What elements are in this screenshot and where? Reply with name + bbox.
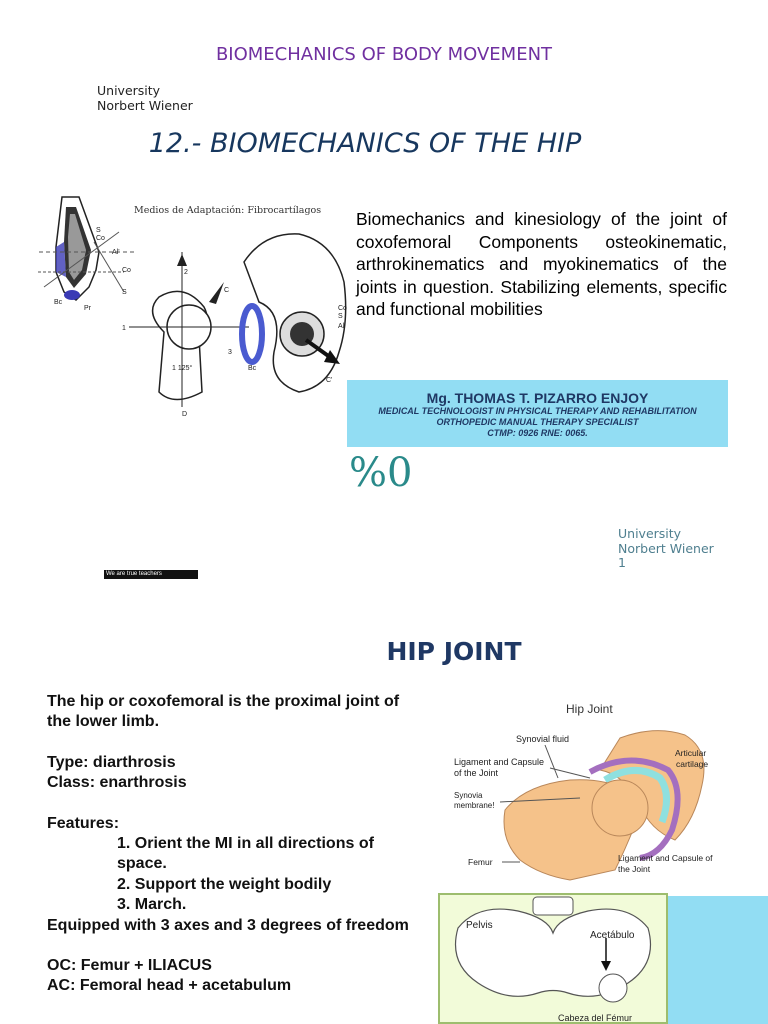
- footer-university-line1: University: [618, 526, 682, 541]
- university-name-top: [97, 83, 193, 113]
- hip-oc: OC: Femur + ILIACUS: [47, 957, 212, 975]
- university-footer: [618, 527, 714, 571]
- fig1-label-s1: S: [96, 227, 101, 234]
- fig1-label-bc2: Bc: [248, 365, 257, 372]
- feature-item: 2. Support the weight bodily: [117, 875, 332, 893]
- chapter-title: 12.- BIOMECHANICS OF THE HIP: [148, 128, 582, 159]
- fig1-label-d: D: [182, 411, 188, 418]
- label-articular: Articular: [675, 748, 707, 758]
- hip-type: Type: diarthrosis: [47, 753, 176, 771]
- fig1-label-pr: Pr: [84, 305, 91, 312]
- hip-ac: AC: Femoral head + acetabulum: [47, 977, 292, 995]
- label-cabeza: Cabeza del Fémur: [558, 1013, 633, 1023]
- fig1-label-c2: C': [326, 377, 333, 384]
- author-name: Mg. THOMAS T. PIZARRO ENJOY: [426, 390, 649, 406]
- fig1-label-c: C: [224, 287, 230, 294]
- tagline-strip: We are true teachers: [104, 570, 198, 579]
- label-ligament-b: of the Joint: [454, 768, 499, 778]
- label-cartilage: cartilage: [676, 759, 709, 769]
- course-title: BIOMECHANICS OF BODY MOVEMENT: [215, 44, 553, 65]
- hip-joint-anatomy-figure: [440, 690, 760, 890]
- author-box: [347, 380, 728, 447]
- chapter-description: Biomechanics and kinesiology of the joint of coxofemoral Components osteokinematic, arthrokinematics and myokinematics of the joints in question. Stabilizing elements, specific and functional mobilities: [356, 209, 727, 319]
- hip-joint-title: HIP JOINT: [386, 637, 522, 666]
- percent-text: %0: [349, 450, 413, 496]
- fig1-label-s2: S: [122, 289, 127, 296]
- label-ligament2-b: the Joint: [618, 864, 651, 874]
- fig1-label-co2: Co: [122, 267, 131, 274]
- fig1-label-co1: Co: [96, 235, 105, 242]
- label-synovia: Synovia: [454, 791, 483, 800]
- fig1-label-2: 2: [184, 269, 188, 276]
- fig1-label-co3: Co: [338, 305, 347, 312]
- hip-class: Class: enarthrosis: [47, 774, 187, 792]
- feature-item: 3. March.: [117, 896, 187, 914]
- fig1-label-al2: Al': [338, 323, 346, 330]
- hip-adaptation-figure: [34, 192, 352, 420]
- hip-axes: Equipped with 3 axes and 3 degrees of freedom: [47, 916, 409, 934]
- feature-item: 1. Orient the MI in all directions of space.: [117, 835, 374, 873]
- author-title-1: MEDICAL TECHNOLOGIST IN PHYSICAL THERAPY AND REHABILITATION: [378, 406, 697, 416]
- label-synovial-fluid: Synovial fluid: [516, 734, 570, 744]
- fig1-label-al1: Al': [112, 249, 120, 256]
- label-ligament2-a: Ligament and Capsule of: [618, 853, 713, 863]
- fig1-label-angle: 1 125°: [172, 365, 193, 372]
- label-ligament-a: Ligament and Capsule: [454, 757, 545, 767]
- fig2-title: Hip Joint: [566, 702, 613, 716]
- figure1-caption: Medios de Adaptación: Fibrocartílagos: [134, 205, 322, 216]
- fig1-label-3: 3: [228, 349, 232, 356]
- hip-intro: The hip or coxofemoral is the proximal joint of the lower limb.: [47, 693, 400, 731]
- author-registration: CTMP: 0926 RNE: 0065.: [487, 428, 588, 438]
- footer-university-line2: Norbert Wiener: [618, 540, 714, 556]
- pelvis-figure: [438, 893, 668, 1024]
- university-line2: Norbert Wiener: [97, 98, 193, 113]
- cyan-panel: [668, 896, 768, 1024]
- features-label: Features:: [47, 814, 120, 832]
- label-pelvis: Pelvis: [466, 920, 493, 931]
- fig1-label-bc1: Bc: [54, 299, 63, 306]
- page-number: 1: [618, 555, 626, 570]
- label-membrane: membrane!: [454, 801, 495, 810]
- label-acetabulo: Acetábulo: [590, 930, 635, 941]
- hip-joint-text: [47, 692, 417, 997]
- fig1-label-s3: S: [338, 313, 343, 320]
- label-femur: Femur: [468, 857, 493, 867]
- fig1-label-1: 1: [122, 325, 126, 332]
- author-title-2: ORTHOPEDIC MANUAL THERAPY SPECIALIST: [436, 417, 639, 427]
- university-line1: University: [97, 83, 161, 98]
